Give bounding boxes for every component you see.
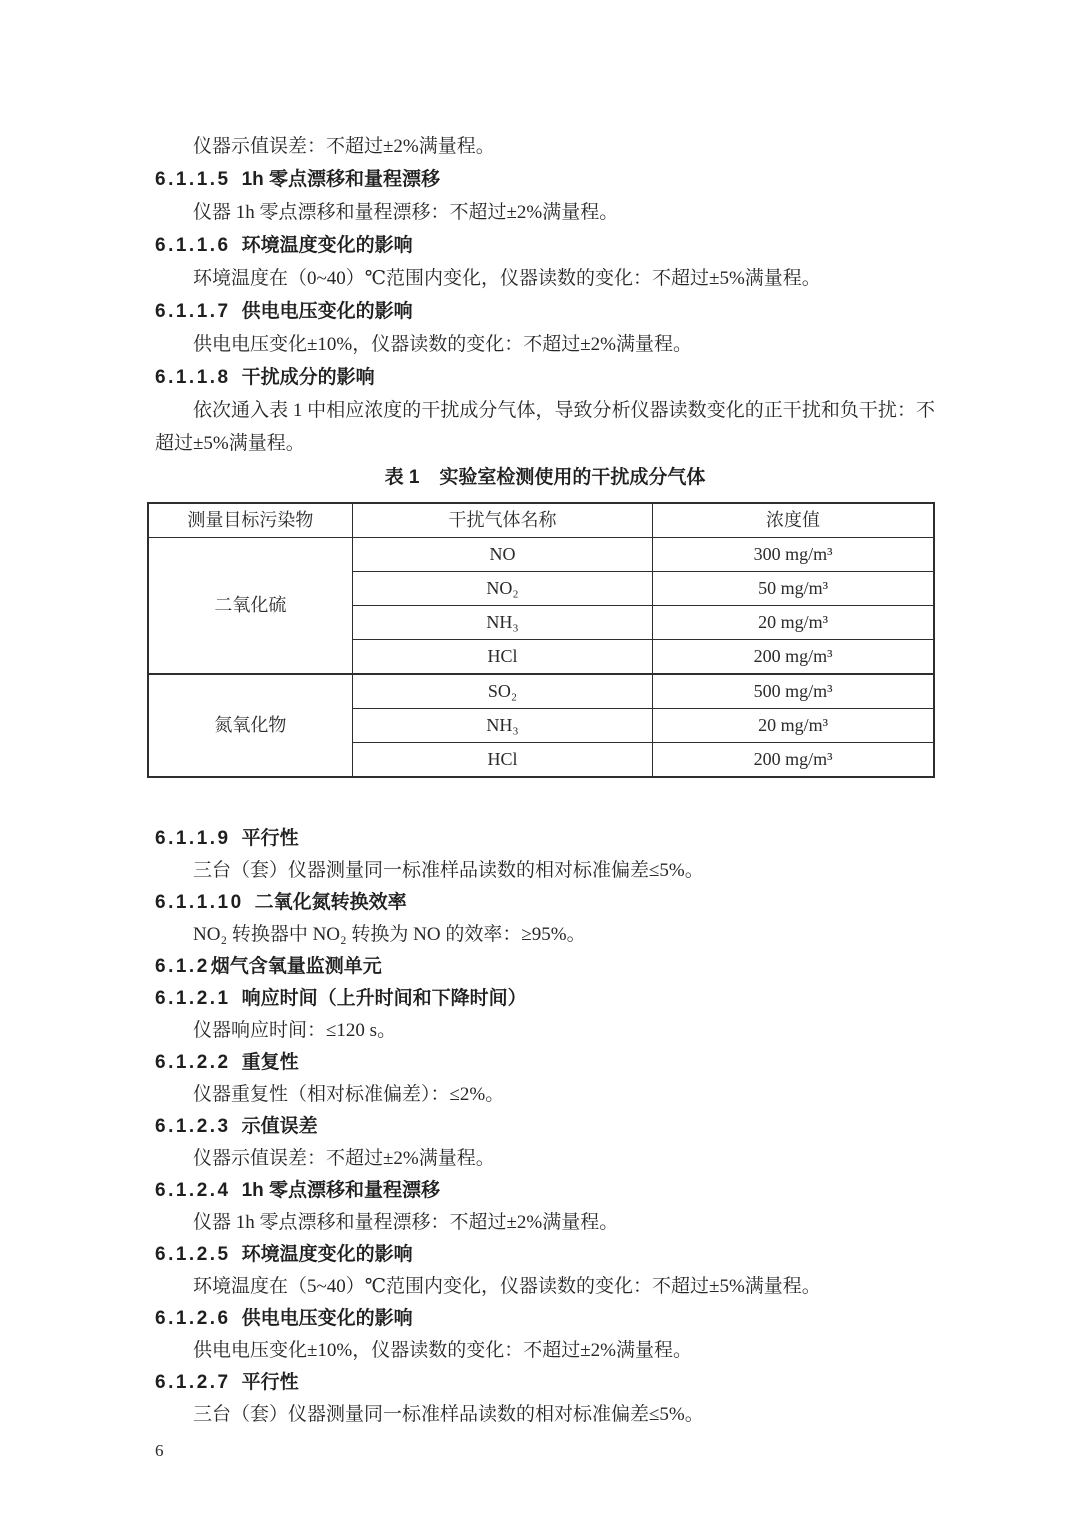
section-title: 1h 零点漂移和量程漂移 <box>241 1180 441 1201</box>
section-title: 环境温度变化的影响 <box>241 1244 413 1265</box>
section-heading <box>155 1175 935 1207</box>
section-title: 平行性 <box>241 828 299 849</box>
concentration-cell: 300 mg/m³ <box>653 538 934 572</box>
paragraph: 环境温度在（0~40）℃范围内变化，仪器读数的变化：不超过±5%满量程。 <box>193 268 821 289</box>
section-title: 供电电压变化的影响 <box>241 1308 413 1329</box>
section-number: 6.1.1.9 <box>155 828 231 849</box>
column-header-pollutant: 测量目标污染物 <box>148 503 352 538</box>
paragraph: 三台（套）仪器测量同一标准样品读数的相对标准偏差≤5%。 <box>193 1404 704 1425</box>
section-number: 6.1.1.6 <box>155 235 231 256</box>
column-header-gas: 干扰气体名称 <box>352 503 652 538</box>
paragraph: 三台（套）仪器测量同一标准样品读数的相对标准偏差≤5%。 <box>193 860 704 881</box>
section-heading <box>155 229 935 262</box>
table-title <box>155 461 935 494</box>
section-heading <box>155 1367 935 1399</box>
section-6-1-1 <box>155 130 935 778</box>
section-title: 响应时间（上升时间和下降时间） <box>241 988 527 1009</box>
section-heading <box>155 1303 935 1335</box>
section-title: 重复性 <box>241 1052 299 1073</box>
section-title: 烟气含氧量监测单元 <box>210 956 382 977</box>
concentration-cell: 500 mg/m³ <box>653 674 934 709</box>
section-title: 环境温度变化的影响 <box>241 235 413 256</box>
section-title: 供电电压变化的影响 <box>241 301 413 322</box>
section-number: 6.1.2.7 <box>155 1372 231 1393</box>
section-title: 示值误差 <box>241 1116 318 1137</box>
section-number: 6.1.1.10 <box>155 892 244 913</box>
paragraph: 仪器响应时间：≤120 s。 <box>193 1020 397 1041</box>
paragraph: 仪器示值误差：不超过±2%满量程。 <box>193 136 495 157</box>
section-title: 干扰成分的影响 <box>241 367 375 388</box>
section-number: 6.1.2.3 <box>155 1116 231 1137</box>
concentration-cell: 50 mg/m³ <box>653 572 934 606</box>
section-number: 6.1.2.2 <box>155 1052 231 1073</box>
section-number: 6.1.1.5 <box>155 169 231 190</box>
section-heading <box>155 1047 935 1079</box>
section-heading <box>155 887 935 919</box>
paragraph: 仪器 1h 零点漂移和量程漂移：不超过±2%满量程。 <box>193 202 619 223</box>
section-title: 平行性 <box>241 1372 299 1393</box>
concentration-cell: 20 mg/m³ <box>653 606 934 640</box>
concentration-cell: 20 mg/m³ <box>653 709 934 743</box>
gas-cell: NO₂ <box>352 572 652 606</box>
gas-cell: NH₃ <box>352 606 652 640</box>
paragraph: 依次通入表 1 中相应浓度的干扰成分气体，导致分析仪器读数变化的正干扰和负干扰：不超过±5%满量程。 <box>155 400 935 454</box>
gas-cell: NH₃ <box>352 709 652 743</box>
pollutant-cell: 氮氧化物 <box>148 674 352 777</box>
gas-cell: NO <box>352 538 652 572</box>
paragraph: 供电电压变化±10%，仪器读数的变化：不超过±2%满量程。 <box>193 334 693 355</box>
section-heading <box>155 361 935 394</box>
section-number: 6.1.2.5 <box>155 1244 231 1265</box>
section-number: 6.1.2.4 <box>155 1180 231 1201</box>
page-content <box>155 130 935 1479</box>
section-heading <box>155 1239 935 1271</box>
section-heading <box>155 951 935 983</box>
section-6-1-2 <box>155 823 935 1431</box>
section-heading <box>155 1111 935 1143</box>
paragraph: 仪器重复性（相对标准偏差）：≤2%。 <box>193 1084 505 1105</box>
table-caption: 实验室检测使用的干扰成分气体 <box>439 467 706 488</box>
paragraph: 供电电压变化±10%，仪器读数的变化：不超过±2%满量程。 <box>193 1340 693 1361</box>
section-number: 6.1.2.6 <box>155 1308 231 1329</box>
pollutant-cell: 二氧化硫 <box>148 538 352 675</box>
section-heading <box>155 983 935 1015</box>
concentration-cell: 200 mg/m³ <box>653 743 934 778</box>
section-number: 6.1.1.8 <box>155 367 231 388</box>
gas-cell: SO₂ <box>352 674 652 709</box>
paragraph: 仪器 1h 零点漂移和量程漂移：不超过±2%满量程。 <box>193 1212 619 1233</box>
section-heading <box>155 295 935 328</box>
section-title: 二氧化氮转换效率 <box>254 892 407 913</box>
gas-cell: HCl <box>352 640 652 675</box>
section-number: 6.1.2.1 <box>155 988 231 1009</box>
gas-cell: HCl <box>352 743 652 778</box>
section-heading <box>155 163 935 196</box>
paragraph: 仪器示值误差：不超过±2%满量程。 <box>193 1148 495 1169</box>
table-row <box>148 538 934 572</box>
section-title: 1h 零点漂移和量程漂移 <box>241 169 441 190</box>
paragraph: NO₂ 转换器中 NO₂ 转换为 NO 的效率：≥95%。 <box>193 924 586 945</box>
section-number: 6.1.1.7 <box>155 301 231 322</box>
column-header-concentration: 浓度值 <box>653 503 934 538</box>
paragraph: 环境温度在（5~40）℃范围内变化，仪器读数的变化：不超过±5%满量程。 <box>193 1276 821 1297</box>
section-heading <box>155 823 935 855</box>
table-header-row <box>148 503 934 538</box>
interference-gas-table <box>147 502 935 778</box>
table-label: 表 1 <box>384 467 420 488</box>
section-number: 6.1.2 <box>155 956 210 977</box>
table-row <box>148 674 934 709</box>
concentration-cell: 200 mg/m³ <box>653 640 934 675</box>
page-number: 6 <box>155 1441 164 1460</box>
